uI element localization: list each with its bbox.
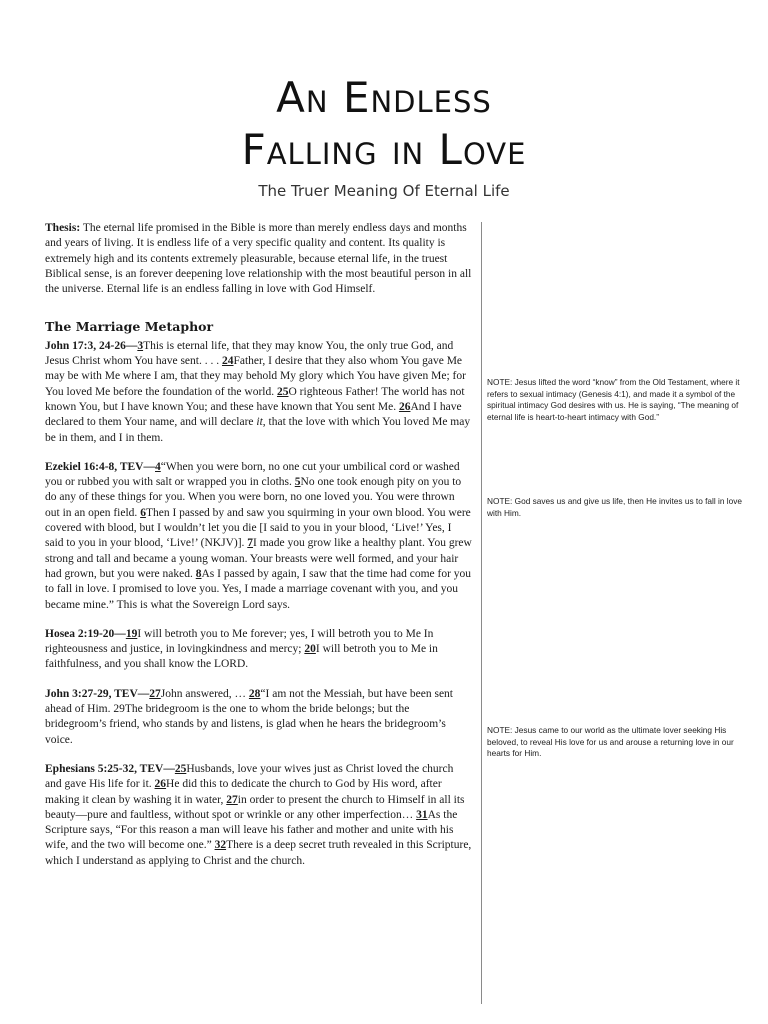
verse-number: 28: [248, 687, 261, 700]
verse-number: 8: [195, 567, 202, 580]
verse-number: 32: [214, 839, 227, 852]
main-column: [45, 221, 472, 883]
verse-number: 27: [226, 793, 238, 806]
verse-text: “When you were born, no one cut your umbilical cord or washed you or rubbed you with salt or wrapped you in cloths.: [45, 460, 460, 489]
verse-text: No one took enough pity on you to do any of these things for you. When you were born, no one loved you. You were thrown out in an open field.: [45, 476, 462, 519]
page-subtitle: The Truer Meaning Of Eternal Life: [258, 182, 510, 200]
verse-number: 4: [155, 460, 161, 473]
verse-number: 25: [276, 385, 289, 398]
verse-text: I will betroth you to Me in faithfulness, and you shall know the LORD.: [45, 643, 438, 671]
title-line-1: An Endless: [276, 73, 492, 122]
verse-number: 26: [154, 778, 167, 791]
verse-number: 25: [174, 762, 187, 775]
passage-john-17: [45, 339, 472, 446]
verse-text: I will betroth you to Me forever; yes, I will betroth you to Me In righteousness and justice, in lovingkindness and mercy;: [45, 627, 434, 656]
verse-text: O righteous Father! The world has not known You, but I have known You; and these have known that You sent Me.: [45, 385, 465, 413]
passage-ref: John 3:27-29, TEV—: [45, 687, 150, 700]
verse-text: As the Scripture says, “For this reason a man will leave his father and mother and unite with his wife, and the two will become one.”: [45, 808, 458, 852]
verse-text: And I have declared to them Your name, and will declare: [45, 400, 462, 429]
passage-ref: Ezekiel 16:4-8, TEV—: [45, 460, 155, 473]
verse-number: 19: [125, 627, 138, 640]
passage-ephesians-5: [45, 762, 472, 869]
verse-number: 24: [221, 355, 234, 368]
verse-number: 6: [140, 506, 146, 519]
margin-note-invite: NOTE: God saves us and give us life, then He invites us to fall in love with Him.: [487, 496, 743, 518]
verse-text: Then I passed by and saw you squirming in your own blood. You were covered with blood, but I wouldn’t let you die [I said to you in your blood, ‘Live!’ Yes, I said to you in your blood, ‘Live!’ (NKJV)].: [45, 506, 471, 550]
passage-hosea-2: [45, 627, 472, 673]
passage-ref: Hosea 2:19-20—: [45, 627, 126, 640]
margin-note-know: NOTE: Jesus lifted the word “know” from the Old Testament, where it refers to sexual intimacy (Genesis 4:1), and made it a symbol of the spiritual intimacy God desires with us. He is saying, “The meaning of eternal life is heart-to-heart intimacy with God.”: [487, 377, 740, 422]
verse-text: , that the love with which You loved Me may be in them, and I in them.: [45, 416, 471, 444]
verse-text: I made you grow like a healthy plant. You grew strong and tall and became a young woman. Your breasts were well formed, and your hair had grown, but you were naked.: [45, 537, 472, 580]
verse-text: There is a deep secret truth revealed in this Scripture, which I understand as applying to Christ and the church.: [45, 839, 472, 867]
passage-john-3: [45, 687, 472, 748]
verse-text-italic: it: [256, 416, 263, 429]
thesis-paragraph: [45, 221, 472, 297]
verse-text: As I passed by again, I saw that the time had come for you to fall in love. I promised to love you. Yes, I made a marriage covenant with you, and you became mine.” This is what the Sovereign Lord says.: [45, 567, 472, 611]
page-title: [0, 72, 768, 176]
section-heading: The Marriage Metaphor: [45, 319, 214, 335]
verse-number: 31: [416, 808, 428, 821]
verse-number: 20: [304, 643, 316, 656]
verse-text: in order to present the church to Himself in all its beauty—pure and faultless, without spot or wrinkle or any other imperfection…: [45, 793, 465, 821]
verse-number: 5: [294, 476, 301, 489]
verse-text: This is eternal life, that they may know You, the only true God, and Jesus Christ whom You have sent. . . .: [45, 339, 454, 368]
passage-ref: John 17:3, 24-26—: [45, 339, 138, 352]
passage-ezekiel-16: [45, 460, 472, 613]
verse-number: 3: [137, 339, 144, 352]
thesis-text: The eternal life promised in the Bible is more than merely endless days and months and years of living. It is endless life of a very specific quality and content. Its quality is extremely high and its contents extremely pleasurable, because eternal life, in the truest Biblical sense, is an forever deepening love relationship with the most beautiful person in all the universe. Eternal life is an endless falling in love with God Himself.: [45, 222, 472, 296]
verse-text: Husbands, love your wives just as Christ loved the church and gave His life for it.: [45, 762, 454, 791]
verse-number: 7: [247, 537, 254, 550]
verse-number: 27: [149, 687, 161, 700]
passage-ref: Ephesians 5:25-32, TEV—: [45, 762, 175, 775]
verse-text: He did this to dedicate the church to God by His word, after making it clean by washing it in water,: [45, 778, 442, 806]
title-line-2: Falling in Love: [241, 125, 527, 174]
verse-text: John answered, …: [160, 687, 249, 700]
margin-note-lover: NOTE: Jesus came to our world as the ultimate lover seeking His beloved, to reveal His love for us and arouse a returning love in our hearts for Him.: [487, 725, 734, 758]
verse-number: 26: [398, 400, 411, 413]
verse-text: “I am not the Messiah, but have been sent ahead of Him. 29The bridegroom is the one to whom the bride belongs; but the bridegroom’s friend, who stands by and listens, is glad when he hears the bridegroom’s voice.: [45, 687, 453, 746]
thesis-label: Thesis:: [45, 222, 81, 234]
verse-text: Father, I desire that they also whom You gave Me may be with Me where I am, that they may behold My glory which You have given Me; for You loved Me before the foundation of the world.: [45, 355, 466, 398]
column-divider: [481, 222, 482, 1004]
